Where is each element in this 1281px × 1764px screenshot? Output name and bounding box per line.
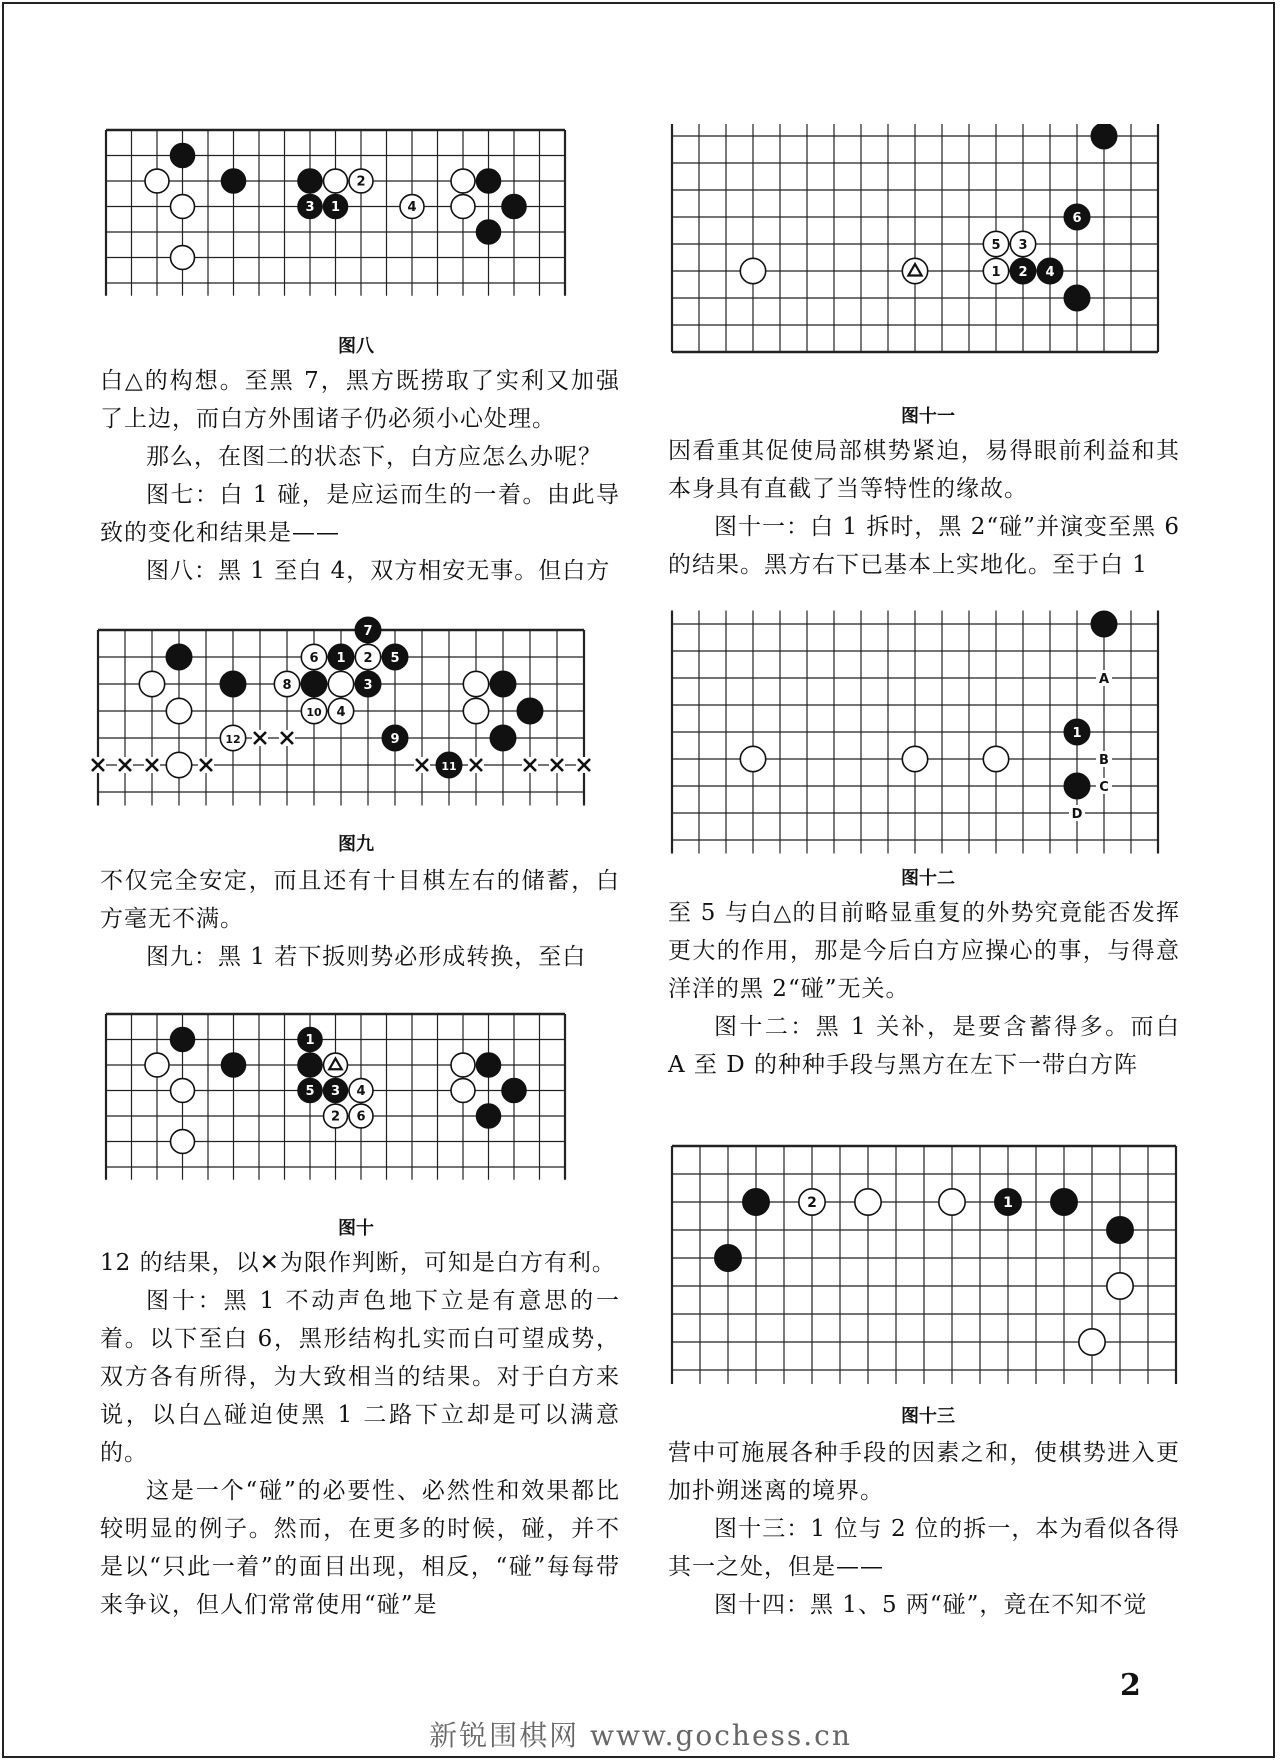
page-number: 2: [1120, 1668, 1141, 1703]
paragraph-peng-example: 这是一个“碰”的必要性、必然性和效果都比较明显的例子。然而，在更多的时候，碰，并不是以“只此一着”的面目出现，相反，“碰”每每带来争议，但人们常常使用“碰”是: [100, 1478, 620, 1618]
paragraph-fig13: 图十三：1 位与 2 位的拆一，本为看似各得其一之处，但是——: [668, 1516, 1180, 1580]
svg-text:6: 6: [1072, 210, 1082, 226]
black-stone: [490, 725, 515, 750]
black-stone: [1091, 124, 1116, 149]
white-stone: [171, 1079, 195, 1103]
svg-text:3: 3: [330, 1084, 341, 1100]
paragraph-fig12: 图十二：黑 1 关补，是要含蓄得多。而白 A 至 D 的种种手段与黑方在左下一带白方阵: [668, 1014, 1180, 1078]
board-grid: [672, 124, 1158, 352]
black-stone: [298, 169, 322, 193]
svg-text:9: 9: [390, 731, 400, 747]
svg-text:11: 11: [441, 759, 457, 773]
black-stone: [355, 617, 380, 642]
black-stone: [171, 1028, 195, 1052]
white-stone: [902, 746, 927, 771]
white-stone: [166, 698, 191, 723]
svg-text:10: 10: [306, 705, 322, 719]
cross-mark: [198, 757, 214, 773]
black-stone: [743, 1189, 769, 1215]
black-stone: [1064, 285, 1089, 310]
paragraph-fig9: 图九：黑 1 若下扳则势必形成转换，至白: [146, 944, 587, 970]
paragraph-fig8: 图八：黑 1 至白 4，双方相安无事。但白方: [146, 558, 611, 584]
paragraph-fig10: 图十：黑 1 不动声色地下立是有意思的一着。以下至白 6，黑形结构扎实而白可望成势，双方各有所得，为大致相当的结果。对于白方来说，以白△碰迫使黑 1 二路下立却是可以满意的。: [100, 1288, 620, 1466]
white-stone: [400, 195, 424, 219]
white-stone: [166, 752, 191, 777]
white-stone: [451, 195, 475, 219]
svg-text:4: 4: [407, 200, 417, 216]
white-stone: [799, 1189, 825, 1215]
svg-text:1: 1: [330, 200, 341, 216]
black-stone: [298, 1079, 322, 1103]
black-stone: [1064, 204, 1089, 229]
white-stone: [902, 258, 927, 283]
black-stone: [298, 195, 322, 219]
svg-text:3: 3: [363, 677, 373, 693]
svg-text:D: D: [1071, 807, 1083, 822]
white-stone: [349, 1079, 373, 1103]
paragraph-fig14: 图十四：黑 1、5 两“碰”，竟在不知不觉: [714, 1592, 1148, 1618]
black-stone: [1037, 258, 1062, 283]
svg-text:5: 5: [390, 650, 400, 666]
white-stone: [301, 698, 326, 723]
black-stone: [1010, 258, 1035, 283]
point-label-C: [1096, 778, 1112, 795]
svg-text:A: A: [1098, 672, 1110, 687]
paragraph-fig10-text: 12 的结果，以✕为限作判断，可知是白方有利。: [100, 1250, 616, 1276]
cross-mark: [279, 730, 295, 746]
black-stone: [298, 1053, 322, 1077]
white-stone: [349, 1104, 373, 1128]
white-stone: [220, 725, 245, 750]
white-stone: [324, 1104, 348, 1128]
paragraph-fig7: 图七：白 1 碰，是应运而生的一着。由此导致的变化和结果是——: [100, 482, 620, 546]
figure-caption-fig12: 图十二: [901, 868, 955, 889]
black-stone: [222, 1053, 246, 1077]
paragraph-fig9-text: 不仅完全安定，而且还有十目棋左右的储蓄，白方毫无不满。: [100, 868, 620, 932]
white-stone: [983, 746, 1008, 771]
black-stone: [166, 644, 191, 669]
cross-mark: [90, 757, 106, 773]
cross-mark: [468, 757, 484, 773]
black-stone: [715, 1245, 741, 1271]
point-label-A: [1096, 670, 1112, 687]
svg-text:2: 2: [1018, 264, 1028, 280]
go-diagram-fig10: [98, 1006, 618, 1201]
black-stone: [1091, 611, 1116, 636]
svg-text:3: 3: [305, 200, 315, 216]
figure-caption-fig10: 图十: [338, 1218, 374, 1239]
black-stone: [477, 169, 501, 193]
black-stone: [382, 644, 407, 669]
white-stone: [139, 671, 164, 696]
black-stone: [1064, 719, 1089, 744]
white-stone: [983, 231, 1008, 256]
white-stone: [171, 195, 195, 219]
white-stone: [451, 169, 475, 193]
svg-text:6: 6: [356, 1109, 366, 1125]
paragraph-fig8-text: 白△的构想。至黑 7，黑方既捞取了实利又加强了上边，而白方外围诸子仍必须小心处理。: [100, 368, 620, 432]
black-stone: [477, 220, 501, 244]
white-stone: [463, 671, 488, 696]
go-diagram-fig9: [88, 616, 628, 816]
white-stone: [349, 169, 373, 193]
black-stone: [355, 671, 380, 696]
white-stone: [171, 246, 195, 270]
black-stone: [324, 195, 348, 219]
black-stone: [298, 1028, 322, 1052]
white-stone: [1010, 231, 1035, 256]
cross-mark: [549, 757, 565, 773]
black-stone: [328, 644, 353, 669]
black-stone: [301, 671, 326, 696]
black-stone: [477, 1104, 501, 1128]
white-stone: [740, 746, 765, 771]
svg-text:1: 1: [305, 1033, 315, 1049]
figure-caption-fig9: 图九: [338, 834, 374, 855]
svg-text:1: 1: [991, 264, 1001, 280]
cross-mark: [414, 757, 430, 773]
cross-mark: [117, 757, 133, 773]
svg-text:4: 4: [1045, 264, 1055, 280]
svg-text:8: 8: [282, 677, 292, 693]
svg-text:1: 1: [1003, 1195, 1013, 1212]
cross-mark: [576, 757, 592, 773]
point-label-D: [1069, 805, 1085, 822]
white-stone: [301, 644, 326, 669]
white-stone: [740, 258, 765, 283]
svg-text:2: 2: [363, 650, 373, 666]
svg-text:12: 12: [225, 732, 241, 746]
white-stone: [463, 698, 488, 723]
go-diagram-fig12: [664, 604, 1184, 854]
paragraph-fig11-text: 因看重其促使局部棋势紧迫，易得眼前利益和其本身具有直截了当等特性的缘故。: [668, 438, 1180, 502]
black-stone: [995, 1189, 1021, 1215]
white-stone: [145, 1053, 169, 1077]
white-stone: [355, 644, 380, 669]
black-stone: [502, 195, 526, 219]
paragraph-fig11: 图十一：白 1 拆时，黑 2“碰”并演变至黑 6 的结果。黑方右下已基本上实地化。至于白 1: [668, 514, 1180, 578]
cross-mark: [252, 730, 268, 746]
white-stone: [451, 1053, 475, 1077]
svg-text:7: 7: [363, 623, 373, 639]
black-stone: [477, 1053, 501, 1077]
go-diagram-fig13: [664, 1138, 1184, 1388]
black-stone: [1051, 1189, 1077, 1215]
black-stone: [222, 169, 246, 193]
svg-text:6: 6: [309, 650, 319, 666]
black-stone: [490, 671, 515, 696]
svg-text:4: 4: [356, 1084, 366, 1100]
cross-mark: [144, 757, 160, 773]
point-label-B: [1096, 751, 1112, 768]
figure-caption-fig13: 图十三: [901, 1406, 955, 1427]
black-stone: [502, 1079, 526, 1103]
svg-text:2: 2: [356, 174, 366, 190]
svg-text:5: 5: [305, 1084, 315, 1100]
figure-caption-fig11: 图十一: [901, 406, 955, 427]
black-stone: [517, 698, 542, 723]
white-stone: [171, 1130, 195, 1154]
white-stone: [324, 1053, 348, 1077]
black-stone: [382, 725, 407, 750]
paragraph-question: 那么，在图二的状态下，白方应怎么办呢？: [146, 444, 602, 470]
go-diagram-fig11: [664, 124, 1184, 374]
svg-text:B: B: [1099, 753, 1109, 768]
black-stone: [171, 144, 195, 168]
white-stone: [939, 1189, 965, 1215]
white-stone: [983, 258, 1008, 283]
black-stone: [436, 752, 461, 777]
white-stone: [274, 671, 299, 696]
svg-text:5: 5: [991, 237, 1001, 253]
figure-caption-fig8: 图八: [338, 336, 374, 357]
footer-watermark: 新锐围棋网 www.gochess.cn: [429, 1719, 852, 1752]
svg-text:2: 2: [807, 1195, 817, 1212]
white-stone: [328, 671, 353, 696]
black-stone: [1107, 1217, 1133, 1243]
white-stone: [324, 169, 348, 193]
svg-text:4: 4: [336, 704, 346, 720]
white-stone: [855, 1189, 881, 1215]
black-stone: [1064, 773, 1089, 798]
paragraph-fig13-text: 营中可施展各种手段的因素之和，使棋势进入更加扑朔迷离的境界。: [668, 1440, 1180, 1504]
white-stone: [145, 169, 169, 193]
white-stone: [1107, 1273, 1133, 1299]
svg-text:1: 1: [1072, 725, 1082, 741]
black-stone: [220, 671, 245, 696]
paragraph-fig12-text: 至 5 与白△的目前略显重复的外势究竟能否发挥更大的作用，那是今后白方应操心的事，与得意洋洋的黑 2“碰”无关。: [668, 900, 1180, 1002]
cross-mark: [522, 757, 538, 773]
white-stone: [328, 698, 353, 723]
go-diagram-fig8: [98, 122, 618, 317]
svg-text:3: 3: [1018, 237, 1028, 253]
svg-text:C: C: [1099, 780, 1109, 795]
svg-text:1: 1: [336, 650, 346, 666]
black-stone: [324, 1079, 348, 1103]
svg-text:2: 2: [330, 1109, 341, 1125]
white-stone: [451, 1079, 475, 1103]
white-stone: [1079, 1329, 1105, 1355]
